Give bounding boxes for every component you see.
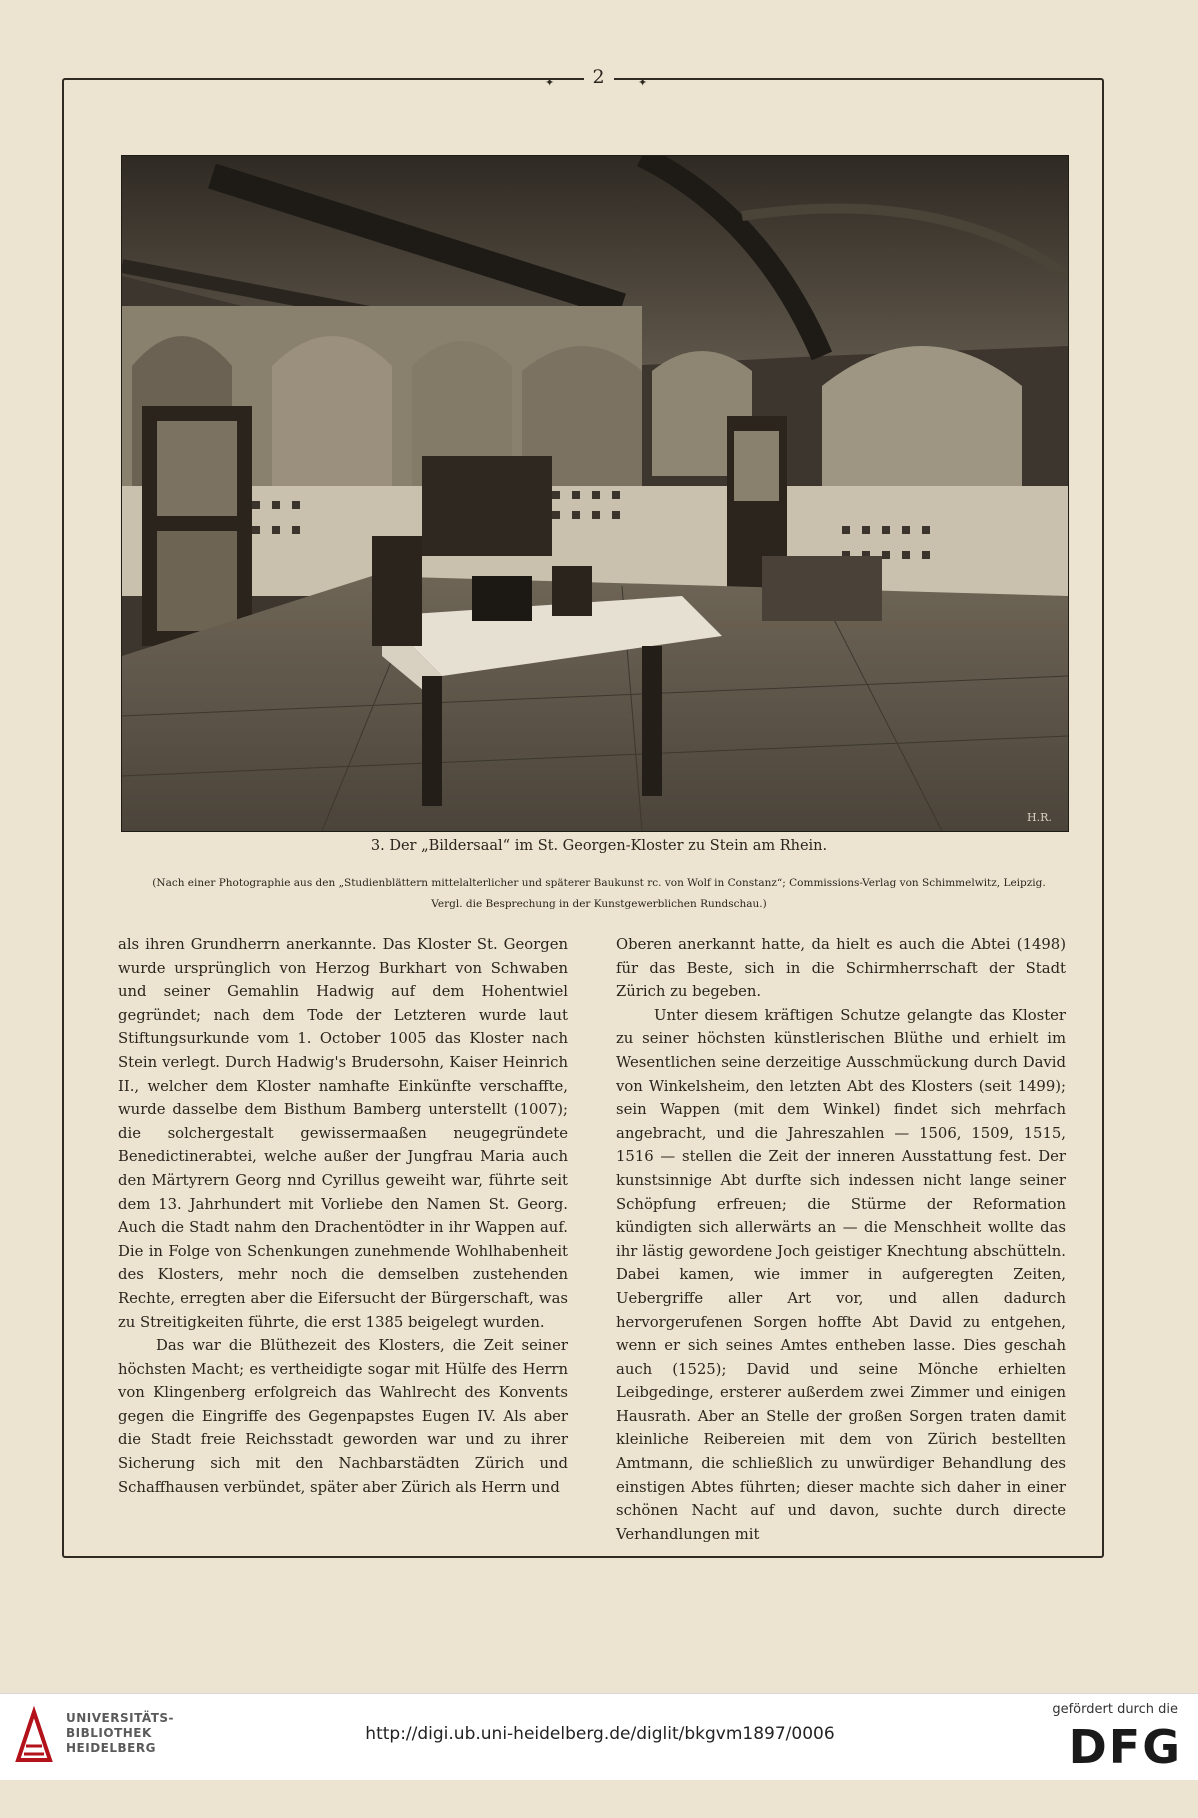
photo-drawing xyxy=(122,156,1068,831)
paragraph: als ihren Grundherrn anerkannte. Das Kloster St. Georgen wurde ursprünglich von Herzog Burkhart von Schwaben und seiner Gemahlin Hadwig auf dem Hohentwiel gegründet; nach dem Tode der Letzteren wurde laut Stiftungsurkunde vom 1. October 1005 das Kloster nach Stein verlegt. Durch Hadwig's Brudersohn, Kaiser Heinrich II., welcher dem Kloster namhafte Einkünfte verschaffte, wurde dasselbe dem Bisthum Bamberg unterstellt (1007); die solchergestalt gewissermaaßen neugegründete Benedictinerabtei, welche außer der Jungfrau Maria auch den Märtyrern Georg nnd Cyrillus geweiht war, führte seit dem 13. Jahrhundert mit Vorliebe den Namen St. Georg. Auch die Stadt nahm den Drachentödter in ihr Wappen auf. Die in Folge von Schenkungen zunehmende Wohlhabenheit des Klosters, mehr noch die demselben zustehenden Rechte, erregten aber die Eifersucht der Bürgerschaft, was zu Streitigkeiten führte, die erst 1385 beigelegt wurden. xyxy=(118,936,568,1331)
figure-source-line1: (Nach einer Photographie aus den „Studienblättern mittelalterlicher und späterer Baukunst rc. von Wolf in Constanz“; Commissions-Verlag von Schimmelwitz, Leipzig. xyxy=(152,877,1046,889)
paragraph: Oberen anerkannt hatte, da hielt es auch die Abtei (1498) für das Beste, sich in die Schirmherrschaft der Stadt Zürich zu begeben. xyxy=(616,936,1066,1001)
text-column-left xyxy=(118,933,568,1499)
page-number: 2 xyxy=(0,66,1198,88)
paragraph: Das war die Blüthezeit des Klosters, die Zeit seiner höchsten Macht; es vertheidigte sogar mit Hülfe des Herrn von Klingenberg erfolgreich das Wahlrecht des Konvents gegen die Eingriffe des Gegenpapstes Eugen IV. Als aber die Stadt freie Reichsstadt geworden war und zu ihrer Sicherung sich mit den Nachbarstädten Zürich und Schaffhausen verbündet, später aber Zürich als Herrn und xyxy=(118,1337,568,1496)
ornament-right: ✦ xyxy=(638,76,648,89)
text-column-right xyxy=(616,933,1066,1546)
dfg-logo: DFG xyxy=(1068,1720,1182,1774)
institution-name: UNIVERSITÄTS- BIBLIOTHEK HEIDELBERG xyxy=(66,1711,175,1755)
photo-signature: H.R. xyxy=(1027,811,1052,824)
source-url-link[interactable]: http://digi.ub.uni-heidelberg.de/diglit/bkgvm1897/0006 xyxy=(365,1724,835,1744)
funded-by-label: gefördert durch die xyxy=(1052,1702,1178,1717)
interior-photograph xyxy=(121,155,1069,832)
figure-source-line2: Vergl. die Besprechung in der Kunstgewerblichen Rundschau.) xyxy=(431,898,767,910)
paragraph: Unter diesem kräftigen Schutze gelangte das Kloster zu seiner höchsten künstlerischen Blüthe und erhielt im Wesentlichen seine derzeitige Ausschmückung durch David von Winkelsheim, den letzten Abt des Klosters (seit 1499); sein Wappen (mit dem Winkel) findet sich mehrfach angebracht, und die Jahreszahlen — 1506, 1509, 1515, 1516 — stellen die Zeit der inneren Ausstattung fest. Der kunstsinnige Abt durfte sich indessen nicht lange seiner Schöpfung erfreuen; die Stürme der Reformation kündigten sich allerwärts an — die Menschheit wollte das ihr lästig gewordene Joch geistiger Knechtung abschütteln. Dabei kamen, wie immer in aufgeregten Zeiten, Uebergriffe aller Art vor, und allen dadurch hervorgerufenen Sorgen hoffte Abt David zu entgehen, wenn er sich seines Amtes entheben lasse. Dies geschah auch (1525); David und seine Mönche erhielten Leibgedinge, ersterer außerdem zwei Zimmer und einigen Hausrath. Aber an Stelle der großen Sorgen traten damit kleinliche Reibereien mit dem von Zürich bestellten Amtmann, die schließlich zu unwürdiger Behandlung des einstigen Abtes führten; dieser machte sich daher in einer schönen Nacht auf und davon, suchte durch directe Verhandlungen mit xyxy=(616,1006,1066,1543)
digitization-footer xyxy=(0,1693,1198,1780)
figure-caption: 3. Der „Bildersaal“ im St. Georgen-Kloster zu Stein am Rhein. xyxy=(370,838,828,854)
column-rule xyxy=(590,938,591,1818)
ornament-left: ✦ xyxy=(545,76,555,89)
university-logo-icon xyxy=(14,1706,54,1766)
figure-source-note xyxy=(100,873,1098,915)
